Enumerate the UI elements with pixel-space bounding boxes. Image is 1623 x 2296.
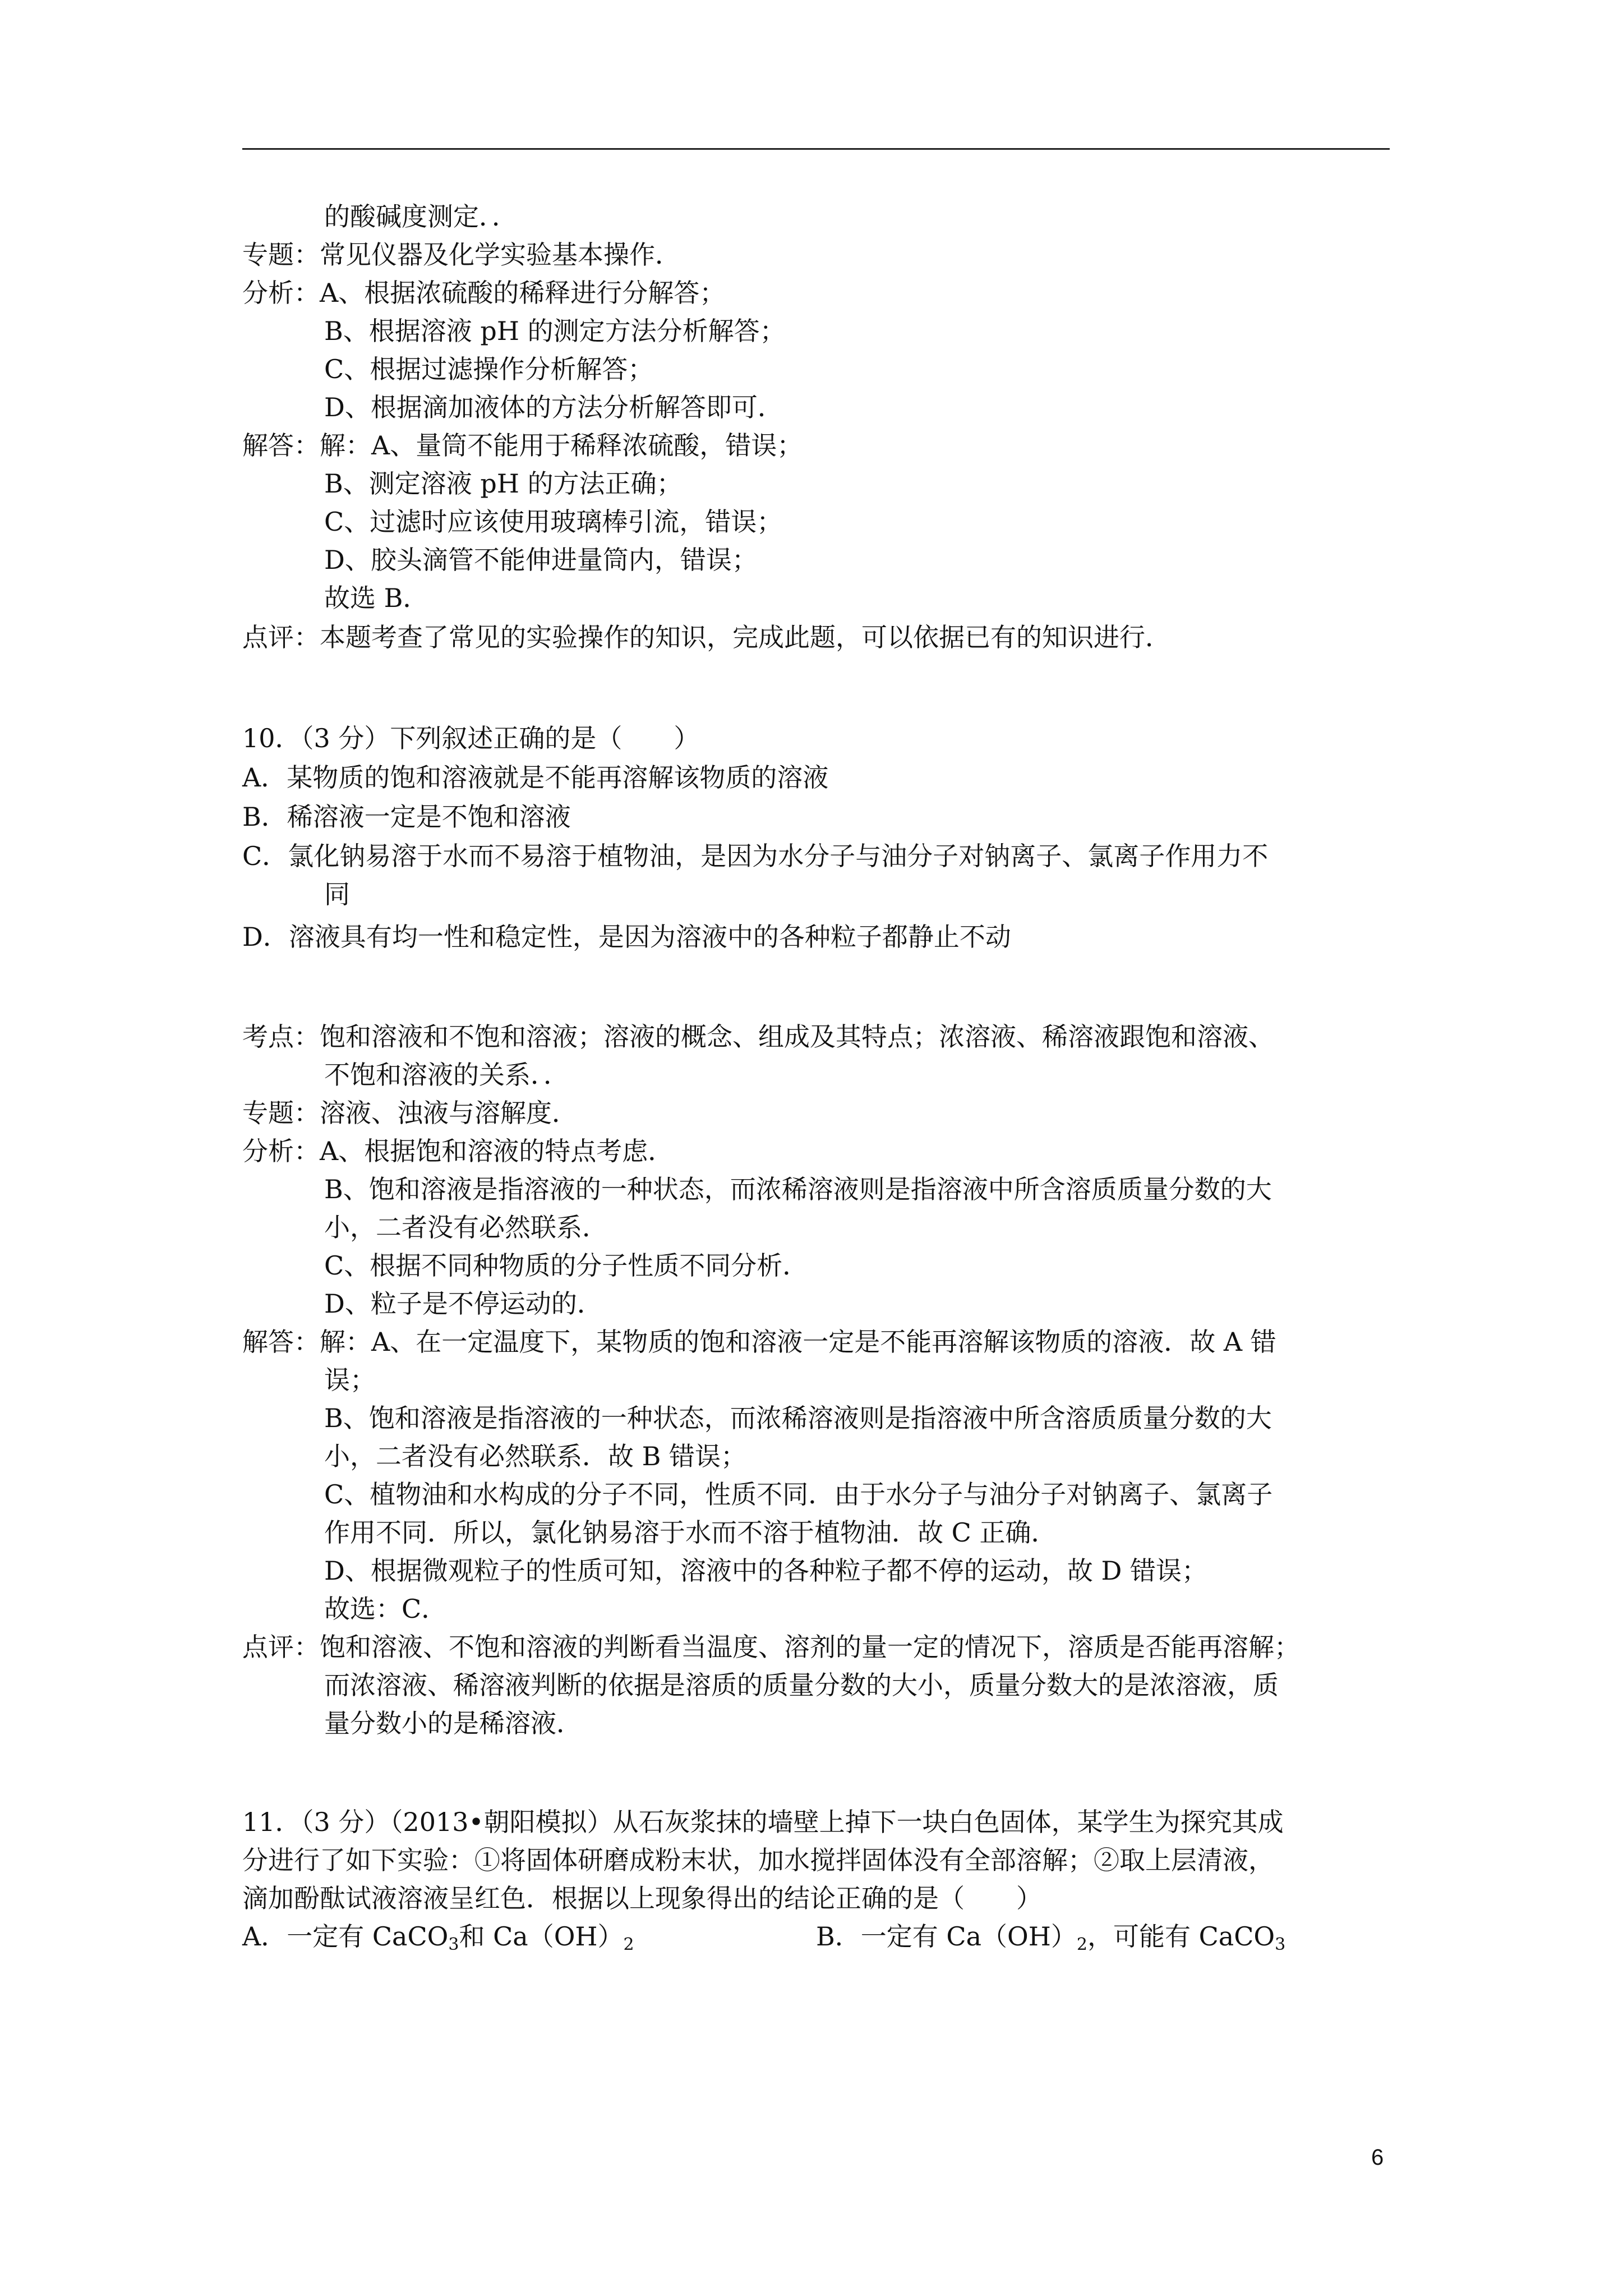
- q10-option-d: D．溶液具有均一性和稳定性，是因为溶液中的各种粒子都静止不动: [242, 922, 1011, 952]
- q9-jieda-line: 解答：解：A、量筒不能用于稀释浓硫酸，错误；: [242, 430, 803, 461]
- page-number: 6: [1371, 2145, 1384, 2170]
- q10-option-a: A．某物质的饱和溶液就是不能再溶解该物质的溶液: [242, 762, 829, 793]
- q10-jieda-line: 故选：C．: [324, 1594, 448, 1624]
- q10-jieda-line: B、饱和溶液是指溶液的一种状态，而浓稀溶液则是指溶液中所含溶质质量分数的大: [324, 1403, 1272, 1433]
- q9-dianping: 点评：本题考查了常见的实验操作的知识，完成此题，可以依据已有的知识进行．: [242, 622, 1171, 652]
- q10-zhuanti: 专题：溶液、浊液与溶解度．: [242, 1098, 578, 1128]
- header-rule: [242, 148, 1390, 150]
- q11-option-a: A．一定有 CaCO$_3$和 $Ca(OH)_2$: [242, 1921, 634, 1954]
- q10-jieda-line: 解答：解：A、在一定温度下，某物质的饱和溶液一定是不能再溶解该物质的溶液．故 A 错: [242, 1327, 1276, 1357]
- q10-jieda-line: 小，二者没有必然联系．故 B 错误；: [324, 1441, 747, 1471]
- q10-option-c: C．氯化钠易溶于水而不易溶于植物油，是因为水分子与油分子对钠离子、氯离子作用力不: [242, 841, 1269, 871]
- q10-option-c-cont: 同: [324, 879, 350, 909]
- q9-fenxi-line: 分析：A、根据浓硫酸的稀释进行分解答；: [242, 278, 726, 308]
- q10-dianping-line: 而浓溶液、稀溶液判断的依据是溶质的质量分数的大小，质量分数大的是浓溶液，质: [324, 1670, 1279, 1700]
- q9-fenxi-line: C、根据过滤操作分析解答；: [324, 354, 654, 384]
- q10-dianping-line: 点评：饱和溶液、不饱和溶液的判断看当温度、溶剂的量一定的情况下，溶质是否能再溶解；: [242, 1632, 1300, 1662]
- q10-jieda-line: 误；: [324, 1365, 376, 1395]
- q10-kaodian-line: 考点：饱和溶液和不饱和溶液；溶液的概念、组成及其特点；浓溶液、稀溶液跟饱和溶液、: [242, 1022, 1274, 1052]
- q10-option-b: B．稀溶液一定是不饱和溶液: [242, 802, 571, 832]
- q9-jieda-line: C、过滤时应该使用玻璃棒引流，错误；: [324, 507, 783, 537]
- q9-jieda-line: 故选 B．: [324, 583, 429, 613]
- q10-jieda-line: 作用不同．所以，氯化钠易溶于水而不溶于植物油．故 C 正确．: [324, 1517, 1057, 1548]
- q10-fenxi-line: B、饱和溶液是指溶液的一种状态，而浓稀溶液则是指溶液中所含溶质质量分数的大: [324, 1174, 1272, 1204]
- q11-stem-line: 滴加酚酞试液溶液呈红色．根据以上现象得出的结论正确的是（ ）: [242, 1883, 1042, 1913]
- q10-jieda-line: C、植物油和水构成的分子不同，性质不同．由于水分子与油分子对钠离子、氯离子: [324, 1479, 1273, 1510]
- q10-fenxi-line: C、根据不同种物质的分子性质不同分析．: [324, 1250, 809, 1281]
- q9-fenxi-line: B、根据溶液 pH 的测定方法分析解答；: [324, 316, 786, 346]
- q10-fenxi-line: 分析：A、根据饱和溶液的特点考虑．: [242, 1136, 674, 1166]
- q11-option-b: B．一定有 $Ca(OH)_2$，可能有 CaCO$_3$: [816, 1921, 1286, 1954]
- q9-fenxi-line: D、根据滴加液体的方法分析解答即可．: [324, 392, 783, 422]
- q10-kaodian-line: 不饱和溶液的关系．．: [324, 1060, 569, 1090]
- q9-jieda-line: D、胶头滴管不能伸进量筒内，错误；: [324, 545, 758, 575]
- kaodian-continuation: 的酸碱度测定．．: [324, 201, 518, 232]
- q9-jieda-line: B、测定溶液 pH 的方法正确；: [324, 468, 683, 499]
- q9-zhuanti: 专题：常见仪器及化学实验基本操作．: [242, 240, 681, 270]
- q10-jieda-line: D、根据微观粒子的性质可知，溶液中的各种粒子都不停的运动，故 D 错误；: [324, 1556, 1208, 1586]
- q10-fenxi-line: D、粒子是不停运动的．: [324, 1289, 603, 1319]
- q10-fenxi-line: 小，二者没有必然联系．: [324, 1212, 608, 1243]
- q10-dianping-line: 量分数小的是稀溶液．: [324, 1708, 582, 1738]
- q11-stem-line: 11．（3 分）（2013•朝阳模拟）从石灰浆抹的墙壁上掉下一块白色固体，某学生为探究其成: [242, 1807, 1284, 1837]
- q10-stem: 10．（3 分）下列叙述正确的是（ ）: [242, 723, 700, 753]
- q11-stem-line: 分进行了如下实验：①将固体研磨成粉末状，加水搅拌固体没有全部溶解；②取上层清液，: [242, 1845, 1274, 1875]
